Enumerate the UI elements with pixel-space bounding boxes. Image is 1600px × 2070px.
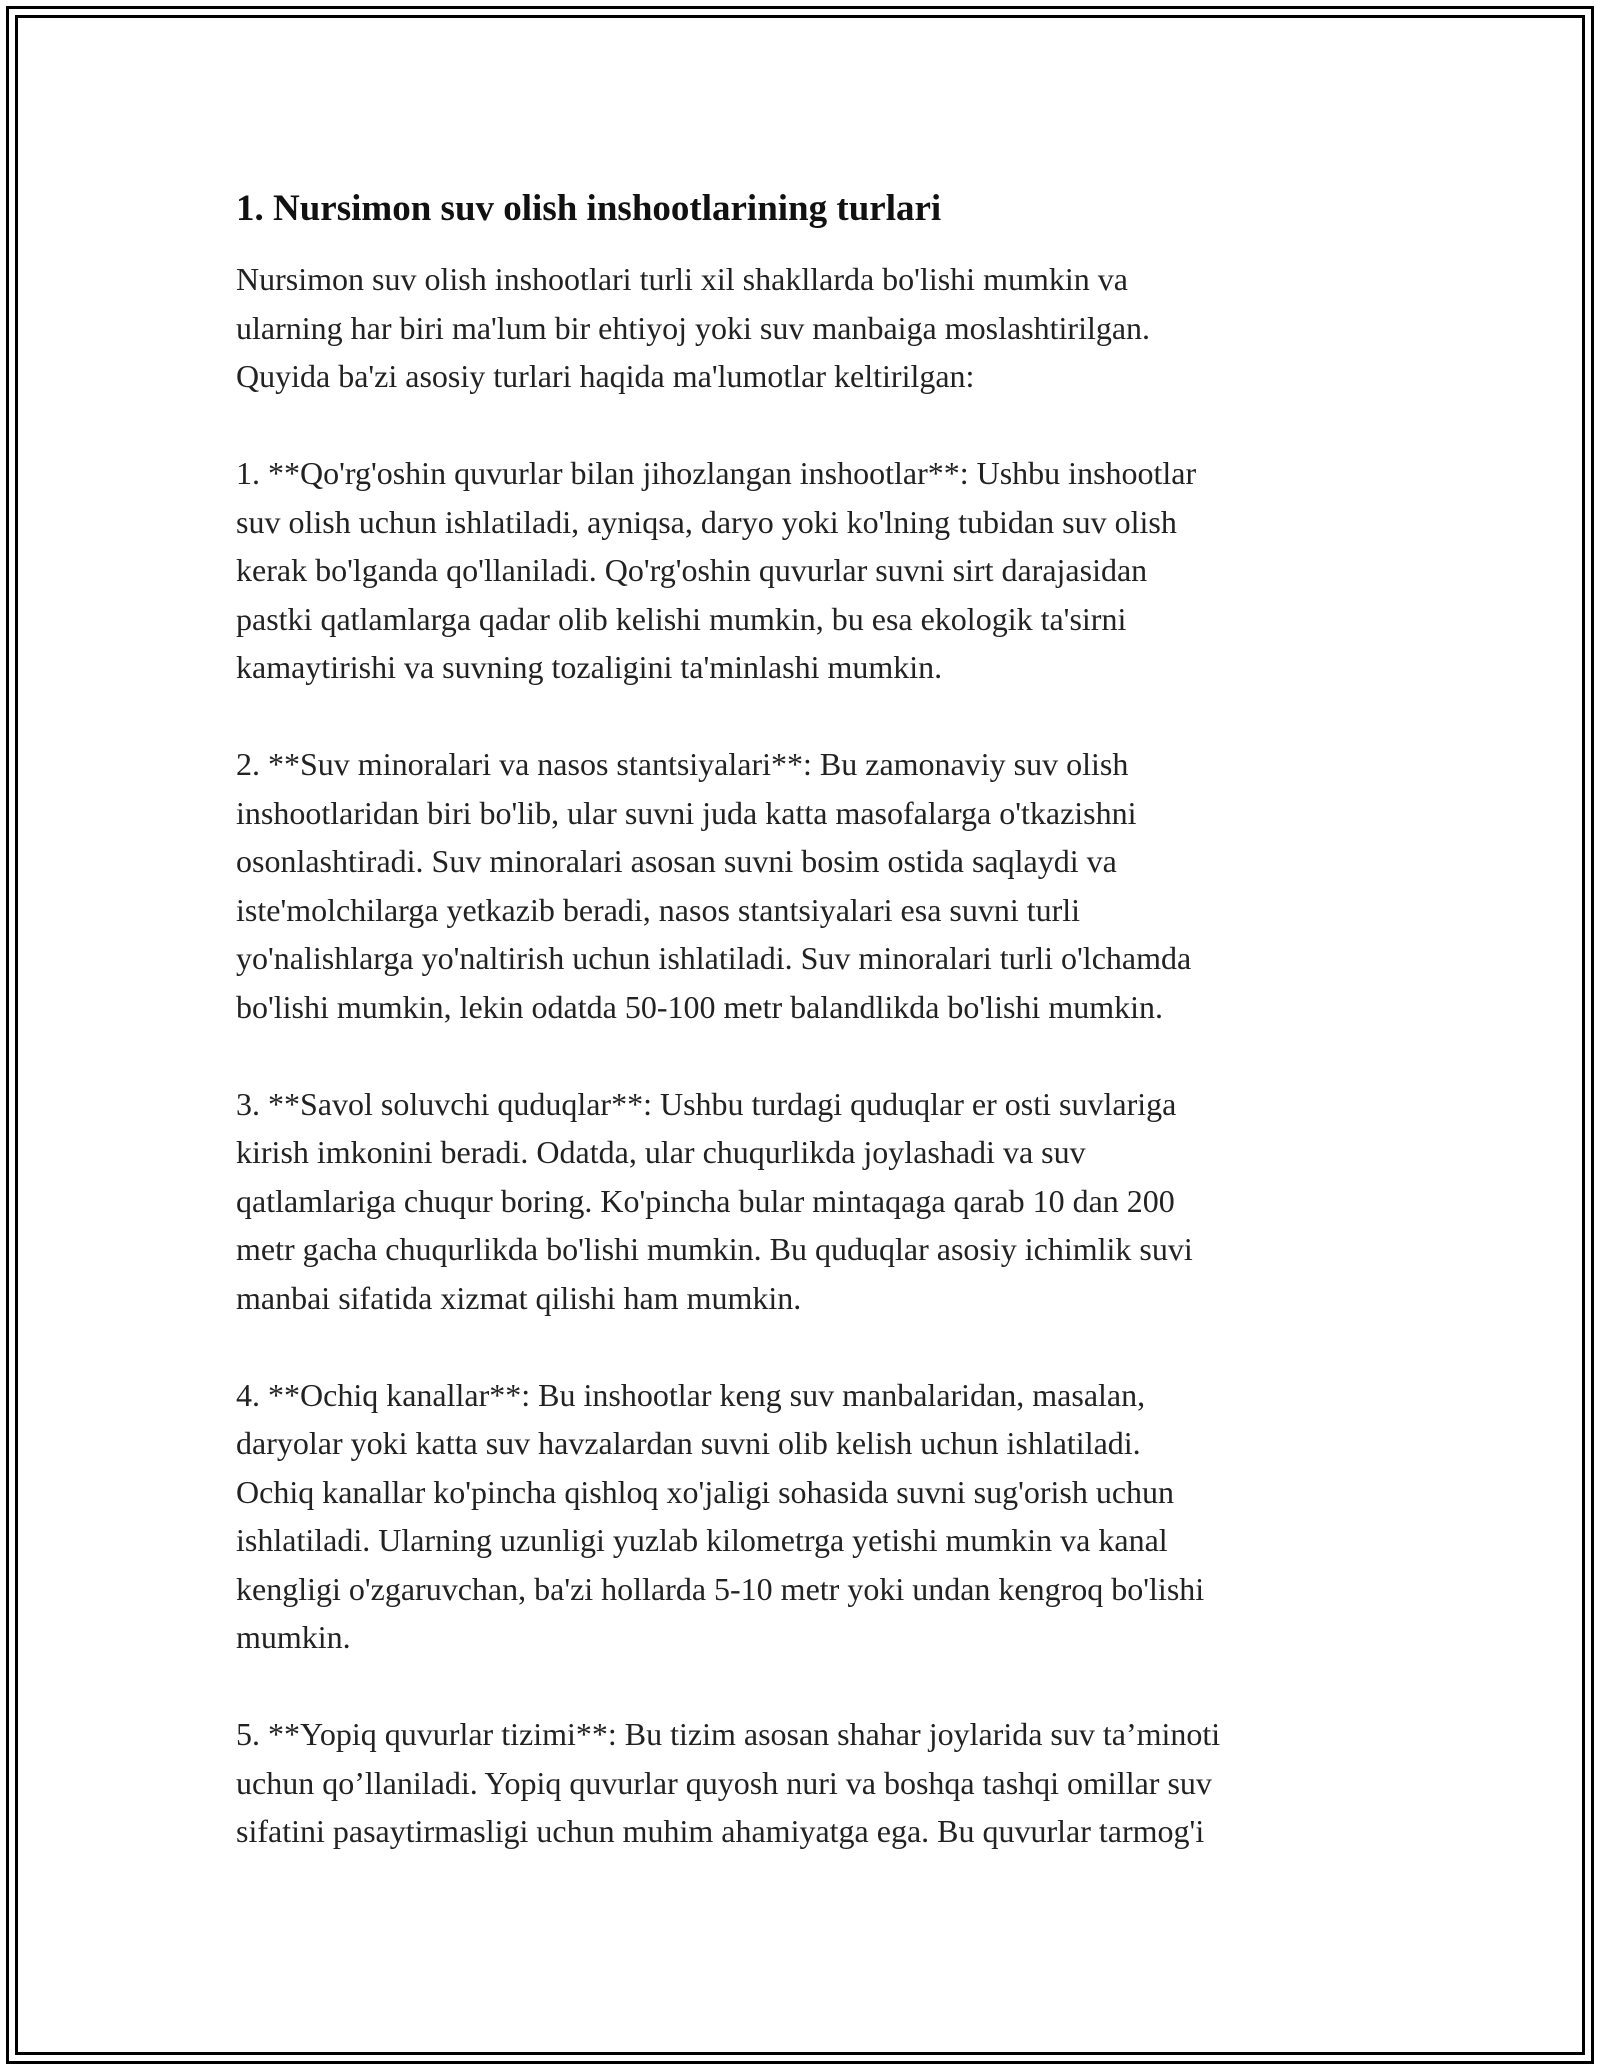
document-body <box>236 185 1376 1904</box>
list-item-5: 5. **Yopiq quvurlar tizimi**: Bu tizim asosan shahar joylarida suv ta’minoti uchun qo’llaniladi. Yopiq quvurlar quyosh nuri va boshqa tashqi omillar suv sifatini pasaytirmasligi uchun muhim ahamiyatga ega. Bu quvurlar tarmog'i <box>236 1716 1221 1849</box>
page-title: 1. Nursimon suv olish inshootlarining turlari <box>236 188 942 229</box>
list-item-4: 4. **Ochiq kanallar**: Bu inshootlar keng suv manbalaridan, masalan, daryolar yoki katta suv havzalardan suvni olib kelish uchun ishlatiladi. Ochiq kanallar ko'pincha qishloq xo'jaligi sohasida suvni sug'orish uchun ishlatiladi. Ularning uzunligi yuzlab kilometrga yetishi mumkin va kanal kengligi o'zgaruvchan, ba'zi hollarda 5-10 metr yoki undan kengroq bo'lishi mumkin. <box>236 1376 1205 1655</box>
list-item-1: 1. **Qo'rg'oshin quvurlar bilan jihozlangan inshootlar**: Ushbu inshootlar suv olish uchun ishlatiladi, ayniqsa, daryo yoki ko'lning tubidan suv olish kerak bo'lganda qo'llaniladi. Qo'rg'oshin quvurlar suvni sirt darajasidan pastki qatlamlarga qadar olib kelishi mumkin, bu esa ekologik ta'sirni kamaytirishi va suvning tozaligini ta'minlashi mumkin. <box>236 455 1197 685</box>
list-item-3: 3. **Savol soluvchi quduqlar**: Ushbu turdagi quduqlar er osti suvlariga kirish imkonini beradi. Odatda, ular chuqurlikda joylashadi va suv qatlamlariga chuqur boring. Ko'pincha bular mintaqaga qarab 10 dan 200 metr gacha chuqurlikda bo'lishi mumkin. Bu quduqlar asosiy ichimlik suvi manbai sifatida xizmat qilishi ham mumkin. <box>236 1085 1193 1316</box>
list-item-2: 2. **Suv minoralari va nasos stantsiyalari**: Bu zamonaviy suv olish inshootlaridan biri bo'lib, ular suvni juda katta masofalarga o'tkazishni osonlashtiradi. Suv minoralari asosan suvni bosim ostida saqlaydi va iste'molchilarga yetkazib beradi, nasos stantsiyalari esa suvni turli yo'nalishlarga yo'naltirish uchun ishlatiladi. Suv minoralari turli o'lchamda bo'lishi mumkin, lekin odatda 50-100 metr balandlikda bo'lishi mumkin. <box>236 746 1192 1025</box>
intro-paragraph: Nursimon suv olish inshootlari turli xil shakllarda bo'lishi mumkin va ularning har biri ma'lum bir ehtiyoj yoki suv manbaiga moslashtirilgan. Quyida ba'zi asosiy turlari haqida ma'lumotlar keltirilgan: <box>236 261 1151 394</box>
